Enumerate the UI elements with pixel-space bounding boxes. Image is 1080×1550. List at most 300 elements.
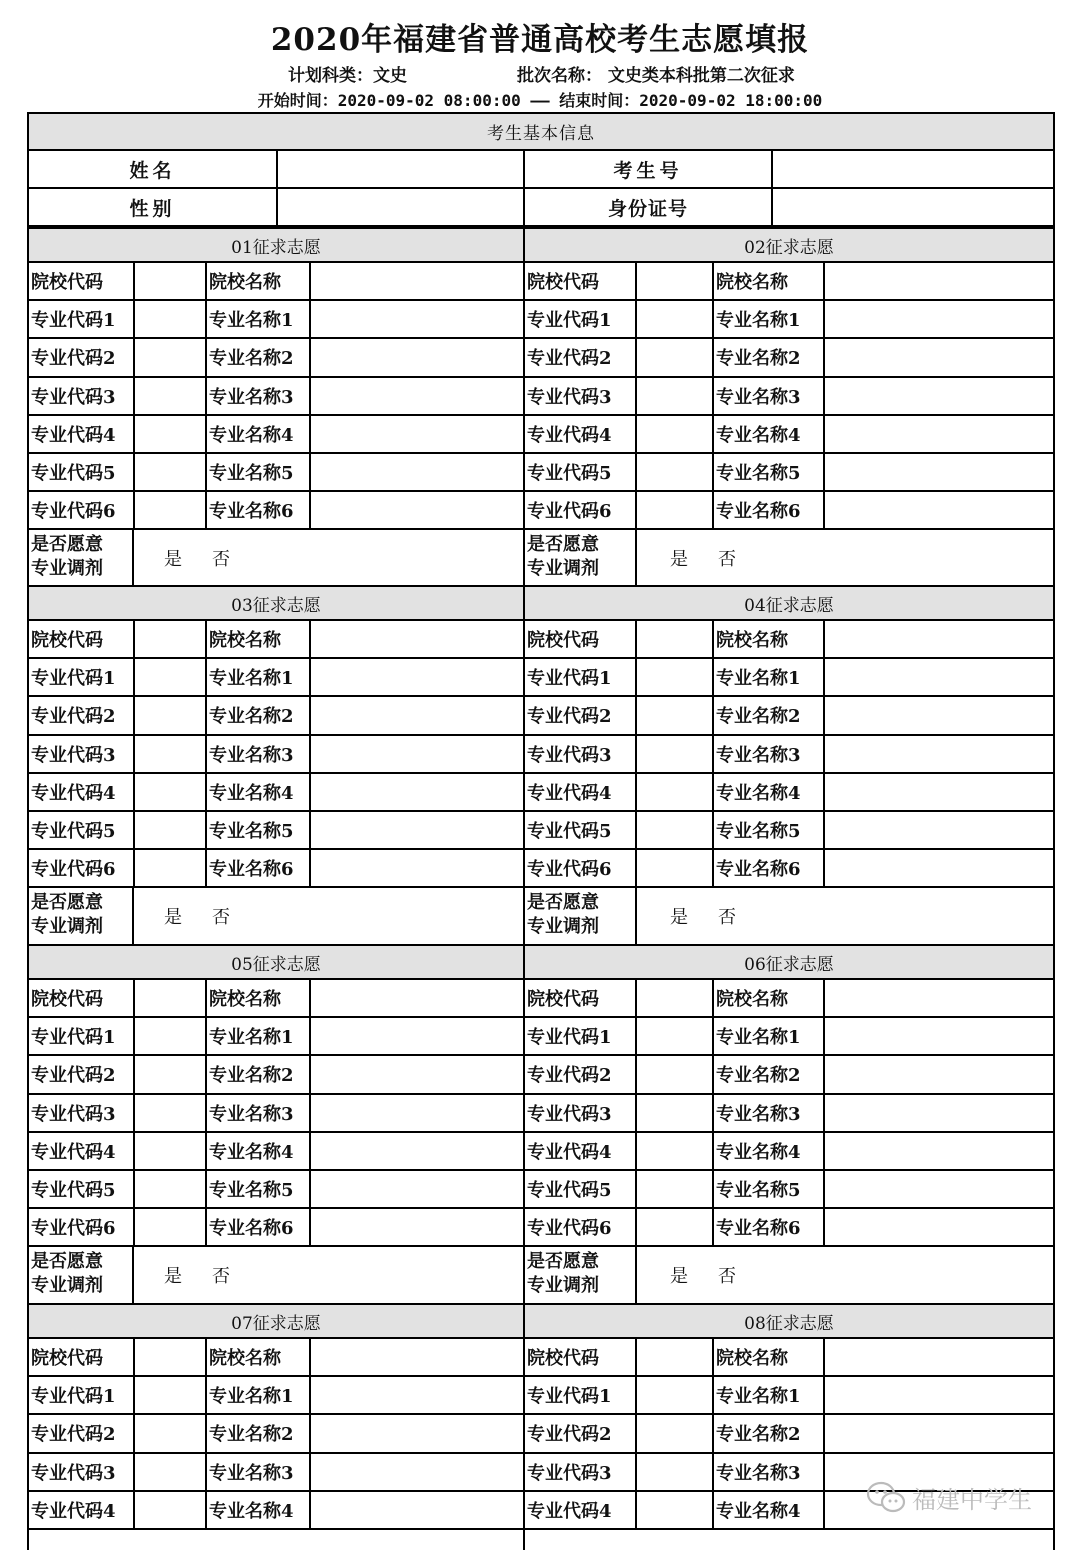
major-6-code-field[interactable] <box>637 492 712 528</box>
major-5-name-field[interactable] <box>825 812 1053 848</box>
choice-row-major-4 <box>29 1492 523 1530</box>
major-2-name-field[interactable] <box>825 339 1053 375</box>
exam-no-field[interactable] <box>773 151 1053 187</box>
major-4-code-label: 专业代码4 <box>527 1141 612 1163</box>
major-3-code-field[interactable] <box>637 1454 712 1490</box>
choice-row-major-4 <box>29 1133 523 1171</box>
school-code-label: 院校代码 <box>31 989 103 1011</box>
major-6-name-label: 专业名称6 <box>716 859 801 881</box>
major-4-name-label: 专业名称4 <box>716 1141 801 1163</box>
major-6-code-field[interactable] <box>135 492 205 528</box>
school-name-field[interactable] <box>825 621 1053 657</box>
school-name-label: 院校名称 <box>209 989 281 1011</box>
major-5-code-label: 专业代码5 <box>527 1180 612 1202</box>
major-2-name-label: 专业名称2 <box>209 1424 294 1446</box>
choice-row-major-4 <box>29 416 523 454</box>
adjust-label: 是否愿意 专业调剂 <box>527 892 599 938</box>
adjust-row <box>525 1247 1053 1303</box>
major-5-code-label: 专业代码5 <box>527 463 612 485</box>
choice-panel-title: 02征求志愿 <box>525 227 1053 263</box>
major-4-code-label: 专业代码4 <box>31 1141 116 1163</box>
choice-row-major-2 <box>525 697 1053 735</box>
batch-meta <box>0 61 1080 85</box>
choice-panel <box>29 585 523 944</box>
adjust-no-option[interactable]: 否 <box>718 1266 736 1288</box>
major-3-name-label: 专业名称3 <box>716 1462 801 1484</box>
major-2-code-field[interactable] <box>135 697 205 733</box>
major-4-name-field[interactable] <box>825 416 1053 452</box>
major-3-code-label: 专业代码3 <box>31 744 116 766</box>
page-title: 2020年福建省普通高校考生志愿填报 <box>270 22 810 58</box>
school-code-label: 院校代码 <box>527 272 599 294</box>
choice-row-school <box>525 263 1053 301</box>
adjust-yes-option[interactable]: 是 <box>164 548 182 570</box>
major-4-code-field[interactable] <box>135 1492 205 1528</box>
major-3-code-label: 专业代码3 <box>527 386 612 408</box>
school-code-field[interactable] <box>637 980 712 1016</box>
major-3-name-label: 专业名称3 <box>716 386 801 408</box>
major-1-code-label: 专业代码1 <box>31 668 116 690</box>
adjust-row <box>525 530 1053 585</box>
major-3-code-label: 专业代码3 <box>527 1462 612 1484</box>
major-6-code-label: 专业代码6 <box>31 859 116 881</box>
major-4-code-label: 专业代码4 <box>527 782 612 804</box>
major-6-code-label: 专业代码6 <box>527 859 612 881</box>
school-code-label: 院校代码 <box>31 272 103 294</box>
major-4-name-label: 专业名称4 <box>209 1141 294 1163</box>
school-code-field[interactable] <box>637 263 712 299</box>
choice-row-major-2 <box>525 339 1053 377</box>
school-name-field[interactable] <box>311 621 523 657</box>
choice-panel <box>29 1303 523 1550</box>
choice-row-school <box>29 980 523 1018</box>
adjust-label: 是否愿意 专业调剂 <box>31 1251 103 1297</box>
major-1-code-field[interactable] <box>135 659 205 695</box>
choice-row-school <box>525 980 1053 1018</box>
time-range: 开始时间：2020-09-02 08:00:00 —— 结束时间：2020-09-02 18:00:00 <box>257 91 823 110</box>
school-code-label: 院校代码 <box>31 1348 103 1370</box>
major-2-name-label: 专业名称2 <box>716 1065 801 1087</box>
major-3-code-field[interactable] <box>637 736 712 772</box>
chat-bubbles-icon <box>866 1481 906 1515</box>
major-3-name-label: 专业名称3 <box>716 1103 801 1125</box>
adjust-row <box>29 530 523 585</box>
basic-info-row-2 <box>29 189 1053 227</box>
name-label: 姓名 <box>129 159 176 182</box>
choice-row-major-3 <box>29 378 523 416</box>
major-4-code-label: 专业代码4 <box>527 1500 612 1522</box>
major-6-name-field[interactable] <box>825 492 1053 528</box>
choice-row-major-1 <box>525 301 1053 339</box>
major-6-name-label: 专业名称6 <box>209 501 294 523</box>
major-2-code-label: 专业代码2 <box>31 1424 116 1446</box>
major-1-name-label: 专业名称1 <box>209 668 294 690</box>
choice-row-major-2 <box>29 339 523 377</box>
major-6-code-field[interactable] <box>135 850 205 886</box>
major-1-name-field[interactable] <box>311 1018 523 1054</box>
choice-panel <box>29 227 523 585</box>
major-1-code-field[interactable] <box>637 659 712 695</box>
major-5-name-label: 专业名称5 <box>209 463 294 485</box>
major-2-code-field[interactable] <box>637 339 712 375</box>
choice-row-major-2 <box>525 1415 1053 1453</box>
major-5-name-label: 专业名称5 <box>209 1180 294 1202</box>
choice-row-school <box>29 621 523 659</box>
major-3-name-label: 专业名称3 <box>209 744 294 766</box>
major-2-name-field[interactable] <box>311 339 523 375</box>
major-5-code-field[interactable] <box>637 1171 712 1207</box>
choice-row-school <box>29 1339 523 1377</box>
choice-row-major-6 <box>525 492 1053 530</box>
basic-info-heading-row <box>29 114 1053 151</box>
major-1-code-field[interactable] <box>637 1018 712 1054</box>
adjust-row <box>29 1247 523 1303</box>
major-1-name-field[interactable] <box>825 659 1053 695</box>
choice-panel <box>523 227 1053 585</box>
adjust-no-option[interactable]: 否 <box>718 548 736 570</box>
major-4-name-field[interactable] <box>311 1492 523 1528</box>
adjust-yes-option[interactable]: 是 <box>164 907 182 929</box>
major-1-name-field[interactable] <box>311 1377 523 1413</box>
major-2-name-field[interactable] <box>311 697 523 733</box>
id-field[interactable] <box>773 189 1053 225</box>
major-5-name-label: 专业名称5 <box>209 821 294 843</box>
adjust-yes-option[interactable]: 是 <box>164 1266 182 1288</box>
major-4-code-field[interactable] <box>135 416 205 452</box>
major-1-name-label: 专业名称1 <box>716 1027 801 1049</box>
major-3-code-field[interactable] <box>135 1095 205 1131</box>
adjust-yes-option[interactable]: 是 <box>670 1266 688 1288</box>
major-5-code-field[interactable] <box>637 812 712 848</box>
major-3-code-field[interactable] <box>135 378 205 414</box>
major-1-name-field[interactable] <box>311 659 523 695</box>
adjust-no-option[interactable]: 否 <box>212 1266 230 1288</box>
adjust-yes-option[interactable]: 是 <box>670 548 688 570</box>
major-4-code-field[interactable] <box>637 774 712 810</box>
choice-panel-title: 05征求志愿 <box>29 944 523 980</box>
major-3-name-field[interactable] <box>311 1095 523 1131</box>
major-1-code-label: 专业代码1 <box>31 1386 116 1408</box>
school-name-field[interactable] <box>825 263 1053 299</box>
choice-panel-title: 07征求志愿 <box>29 1303 523 1339</box>
choice-row-major-1 <box>29 1377 523 1415</box>
adjust-no-option[interactable]: 否 <box>212 907 230 929</box>
school-name-label: 院校名称 <box>209 630 281 652</box>
school-name-field[interactable] <box>311 1339 523 1375</box>
major-2-name-field[interactable] <box>825 1415 1053 1451</box>
adjust-label: 是否愿意 专业调剂 <box>527 534 599 580</box>
choice-panel-title: 01征求志愿 <box>29 227 523 263</box>
major-2-code-field[interactable] <box>135 339 205 375</box>
major-4-code-field[interactable] <box>135 1133 205 1169</box>
school-code-field[interactable] <box>135 263 205 299</box>
major-4-code-field[interactable] <box>135 774 205 810</box>
major-4-name-field[interactable] <box>825 1133 1053 1169</box>
major-1-code-label: 专业代码1 <box>31 1027 116 1049</box>
choice-panel-title: 04征求志愿 <box>525 585 1053 621</box>
basic-info-row-1 <box>29 151 1053 189</box>
choice-row-major-5 <box>29 1171 523 1209</box>
school-name-label: 院校名称 <box>716 272 788 294</box>
major-6-code-label: 专业代码6 <box>527 501 612 523</box>
major-2-name-field[interactable] <box>825 1056 1053 1092</box>
choice-row-major-6 <box>525 850 1053 888</box>
major-3-code-field[interactable] <box>135 1454 205 1490</box>
major-1-code-field[interactable] <box>135 1018 205 1054</box>
major-1-code-label: 专业代码1 <box>527 668 612 690</box>
major-3-name-field[interactable] <box>311 378 523 414</box>
major-4-code-label: 专业代码4 <box>31 424 116 446</box>
major-6-name-field[interactable] <box>825 1209 1053 1245</box>
major-4-code-field[interactable] <box>637 1133 712 1169</box>
choice-row-major-3 <box>29 736 523 774</box>
major-5-code-field[interactable] <box>135 454 205 490</box>
major-2-name-label: 专业名称2 <box>209 348 294 370</box>
choice-row-major-1 <box>525 659 1053 697</box>
major-5-code-label: 专业代码5 <box>31 821 116 843</box>
major-6-name-field[interactable] <box>311 492 523 528</box>
choice-row-major-3 <box>29 1095 523 1133</box>
school-name-field[interactable] <box>825 980 1053 1016</box>
choice-row-major-6 <box>29 492 523 530</box>
major-1-code-label: 专业代码1 <box>527 1386 612 1408</box>
school-code-field[interactable] <box>135 980 205 1016</box>
choice-panel-title: 06征求志愿 <box>525 944 1053 980</box>
major-3-code-field[interactable] <box>637 1095 712 1131</box>
major-1-name-field[interactable] <box>311 301 523 337</box>
major-3-code-label: 专业代码3 <box>527 1103 612 1125</box>
major-3-code-label: 专业代码3 <box>31 1462 116 1484</box>
school-code-field[interactable] <box>637 1339 712 1375</box>
school-code-label: 院校代码 <box>31 630 103 652</box>
adjust-label: 是否愿意 专业调剂 <box>31 892 103 938</box>
major-4-code-field[interactable] <box>637 416 712 452</box>
choice-row-school <box>525 1339 1053 1377</box>
major-1-code-label: 专业代码1 <box>31 310 116 332</box>
school-code-label: 院校代码 <box>527 630 599 652</box>
choice-row-major-5 <box>525 454 1053 492</box>
choice-panel-title: 08征求志愿 <box>525 1303 1053 1339</box>
choice-row-major-5 <box>29 454 523 492</box>
choice-row-school <box>525 621 1053 659</box>
major-5-code-field[interactable] <box>135 1171 205 1207</box>
major-3-name-field[interactable] <box>825 1095 1053 1131</box>
major-3-code-field[interactable] <box>637 378 712 414</box>
major-2-code-label: 专业代码2 <box>31 706 116 728</box>
choice-row-major-1 <box>29 1018 523 1056</box>
major-4-name-label: 专业名称4 <box>209 1500 294 1522</box>
major-4-name-field[interactable] <box>311 1133 523 1169</box>
adjust-yes-option[interactable]: 是 <box>670 907 688 929</box>
choice-row-major-1 <box>525 1018 1053 1056</box>
major-2-name-label: 专业名称2 <box>716 348 801 370</box>
major-6-name-field[interactable] <box>311 850 523 886</box>
major-2-code-field[interactable] <box>135 1415 205 1451</box>
major-6-name-label: 专业名称6 <box>716 501 801 523</box>
major-4-code-label: 专业代码4 <box>31 782 116 804</box>
choice-row-major-3 <box>525 1095 1053 1133</box>
major-4-name-label: 专业名称4 <box>209 424 294 446</box>
major-1-name-field[interactable] <box>825 301 1053 337</box>
major-6-name-label: 专业名称6 <box>209 859 294 881</box>
major-3-code-label: 专业代码3 <box>31 1103 116 1125</box>
major-1-code-field[interactable] <box>637 301 712 337</box>
major-3-name-label: 专业名称3 <box>716 744 801 766</box>
major-3-code-label: 专业代码3 <box>527 744 612 766</box>
major-4-name-label: 专业名称4 <box>716 424 801 446</box>
choice-panel <box>523 944 1053 1303</box>
choice-row-major-3 <box>525 736 1053 774</box>
choice-row-major-4 <box>525 774 1053 812</box>
major-6-name-label: 专业名称6 <box>716 1218 801 1240</box>
choice-panel-title: 03征求志愿 <box>29 585 523 621</box>
major-4-name-field[interactable] <box>825 774 1053 810</box>
school-name-field[interactable] <box>825 1339 1053 1375</box>
major-4-name-field[interactable] <box>311 416 523 452</box>
major-2-code-label: 专业代码2 <box>31 1065 116 1087</box>
major-1-name-label: 专业名称1 <box>209 1027 294 1049</box>
major-3-name-field[interactable] <box>311 1454 523 1490</box>
major-4-name-label: 专业名称4 <box>716 1500 801 1522</box>
choice-row-major-6 <box>525 1209 1053 1247</box>
choice-panel <box>29 944 523 1303</box>
adjust-row <box>525 888 1053 944</box>
adjust-label: 是否愿意 专业调剂 <box>527 1251 599 1297</box>
major-2-code-field[interactable] <box>637 1415 712 1451</box>
major-2-code-label: 专业代码2 <box>527 706 612 728</box>
major-4-code-label: 专业代码4 <box>31 1500 116 1522</box>
major-3-name-label: 专业名称3 <box>209 1462 294 1484</box>
major-3-name-field[interactable] <box>311 736 523 772</box>
major-3-name-label: 专业名称3 <box>209 386 294 408</box>
school-code-label: 院校代码 <box>527 1348 599 1370</box>
choice-row-major-6 <box>29 1209 523 1247</box>
choice-row-major-2 <box>29 697 523 735</box>
choice-row-major-1 <box>29 659 523 697</box>
major-2-name-field[interactable] <box>311 1415 523 1451</box>
application-form <box>27 112 1055 1550</box>
choice-panel <box>523 585 1053 944</box>
major-2-code-label: 专业代码2 <box>527 348 612 370</box>
school-code-label: 院校代码 <box>527 989 599 1011</box>
major-2-code-field[interactable] <box>637 697 712 733</box>
major-2-code-field[interactable] <box>637 1056 712 1092</box>
major-5-code-label: 专业代码5 <box>31 1180 116 1202</box>
school-name-label: 院校名称 <box>716 630 788 652</box>
school-name-label: 院校名称 <box>209 272 281 294</box>
adjust-no-option[interactable]: 否 <box>212 548 230 570</box>
major-5-name-label: 专业名称5 <box>716 1180 801 1202</box>
adjust-no-option[interactable]: 否 <box>718 907 736 929</box>
choice-row-major-2 <box>525 1056 1053 1094</box>
major-6-code-field[interactable] <box>637 1209 712 1245</box>
batch-name: 批次名称： 文史类本科批第二次征求 <box>517 66 795 86</box>
school-name-field[interactable] <box>311 980 523 1016</box>
major-1-name-label: 专业名称1 <box>716 310 801 332</box>
choice-row-major-2 <box>29 1415 523 1453</box>
major-1-code-field[interactable] <box>135 1377 205 1413</box>
adjust-row <box>29 888 523 944</box>
choice-row-school <box>29 263 523 301</box>
major-6-name-field[interactable] <box>311 1209 523 1245</box>
major-5-code-label: 专业代码5 <box>31 463 116 485</box>
major-2-name-label: 专业名称2 <box>716 706 801 728</box>
major-5-code-field[interactable] <box>135 812 205 848</box>
major-5-code-label: 专业代码5 <box>527 821 612 843</box>
school-code-field[interactable] <box>135 621 205 657</box>
major-4-name-field[interactable] <box>311 774 523 810</box>
major-1-code-field[interactable] <box>135 301 205 337</box>
major-2-code-field[interactable] <box>135 1056 205 1092</box>
choice-row-major-5 <box>525 1171 1053 1209</box>
major-1-code-label: 专业代码1 <box>527 1027 612 1049</box>
major-1-code-field[interactable] <box>637 1377 712 1413</box>
major-1-code-label: 专业代码1 <box>527 310 612 332</box>
major-3-code-label: 专业代码3 <box>31 386 116 408</box>
basic-info-heading: 考生基本信息 <box>487 124 595 144</box>
major-5-name-field[interactable] <box>825 454 1053 490</box>
major-6-code-field[interactable] <box>637 850 712 886</box>
major-6-name-label: 专业名称6 <box>209 1218 294 1240</box>
major-3-name-field[interactable] <box>825 378 1053 414</box>
major-1-name-label: 专业名称1 <box>716 1386 801 1408</box>
major-5-name-field[interactable] <box>825 1171 1053 1207</box>
major-1-name-field[interactable] <box>825 1377 1053 1413</box>
major-2-name-label: 专业名称2 <box>209 1065 294 1087</box>
school-name-label: 院校名称 <box>716 1348 788 1370</box>
school-name-label: 院校名称 <box>209 1348 281 1370</box>
major-5-name-field[interactable] <box>311 1171 523 1207</box>
major-1-name-label: 专业名称1 <box>716 668 801 690</box>
major-4-code-label: 专业代码4 <box>527 424 612 446</box>
choice-row-major-6 <box>29 850 523 888</box>
school-code-field[interactable] <box>135 1339 205 1375</box>
major-5-name-field[interactable] <box>311 812 523 848</box>
plan-type: 计划科类：文史 <box>288 66 407 86</box>
major-3-name-field[interactable] <box>825 736 1053 772</box>
school-name-field[interactable] <box>311 263 523 299</box>
major-4-code-field[interactable] <box>637 1492 712 1528</box>
major-1-name-label: 专业名称1 <box>209 1386 294 1408</box>
major-6-code-label: 专业代码6 <box>527 1218 612 1240</box>
choice-row-major-3 <box>525 378 1053 416</box>
major-3-name-label: 专业名称3 <box>209 1103 294 1125</box>
major-1-name-field[interactable] <box>825 1018 1053 1054</box>
choice-row-major-5 <box>29 812 523 850</box>
name-field[interactable] <box>278 151 522 187</box>
gender-field[interactable] <box>278 189 522 225</box>
major-2-name-field[interactable] <box>825 697 1053 733</box>
major-5-name-field[interactable] <box>311 454 523 490</box>
choice-row-major-1 <box>29 301 523 339</box>
major-2-name-field[interactable] <box>311 1056 523 1092</box>
choice-row-major-4 <box>525 416 1053 454</box>
major-6-code-label: 专业代码6 <box>31 1218 116 1240</box>
school-code-field[interactable] <box>637 621 712 657</box>
choice-row-major-2 <box>29 1056 523 1094</box>
adjust-label: 是否愿意 专业调剂 <box>31 534 103 580</box>
major-5-code-field[interactable] <box>637 454 712 490</box>
school-name-label: 院校名称 <box>716 989 788 1011</box>
choice-row-major-4 <box>29 774 523 812</box>
major-2-code-label: 专业代码2 <box>527 1424 612 1446</box>
major-3-code-field[interactable] <box>135 736 205 772</box>
major-6-name-field[interactable] <box>825 850 1053 886</box>
major-4-name-label: 专业名称4 <box>209 782 294 804</box>
major-2-code-label: 专业代码2 <box>527 1065 612 1087</box>
major-6-code-field[interactable] <box>135 1209 205 1245</box>
major-6-code-label: 专业代码6 <box>31 501 116 523</box>
